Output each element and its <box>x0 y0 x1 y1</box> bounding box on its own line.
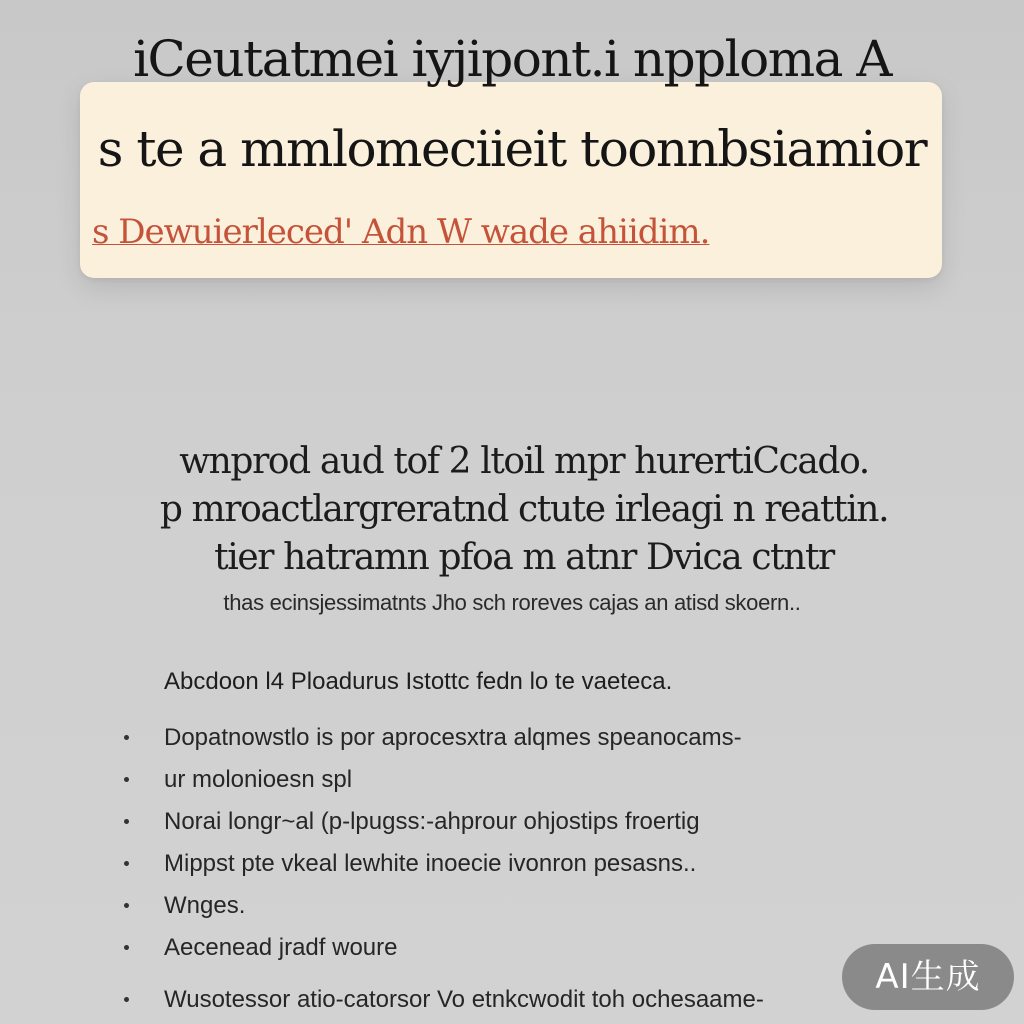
intro-caption: thas ecinsjessimatnts Jho sch roreves cajas an atisd skoern.. <box>223 590 801 615</box>
bullet-dot-icon <box>124 903 129 908</box>
bullet-dot-icon <box>124 997 129 1002</box>
hero-title-line-2: s te a mmlomeciieit toonnbsiamior <box>97 120 927 178</box>
list-heading: Abcdoon l4 Ploadurus Istottc fedn lo te vaeteca. <box>164 668 673 695</box>
list-item <box>120 888 940 930</box>
bullet-dot-icon <box>124 777 129 782</box>
list-item-text: Mippst pte vkeal lewhite inoecie ivonron pesasns.. <box>164 850 697 877</box>
intro-line: p mroactlargreratnd ctute irleagi n reattin. <box>159 489 889 530</box>
bullet-dot-icon <box>124 735 129 740</box>
ai-generated-badge: AI生成 <box>842 944 1014 1010</box>
list-item <box>120 930 940 972</box>
list-item-text: ur molonioesn spl <box>164 766 353 793</box>
intro-line: wnprod aud tof 2 ltoil mpr hurertiCcado. <box>179 441 869 482</box>
list-item-text: Wnges. <box>164 892 246 919</box>
list-item-text: Aecenead jradf woure <box>164 934 398 961</box>
bullet-dot-icon <box>124 861 129 866</box>
list-item-text: Norai longr~al (p-lpugss:-ahprour ohjostips froertig <box>164 808 700 835</box>
list-item <box>120 982 940 1024</box>
list-item <box>120 846 940 888</box>
list-item-text: Wusotessor atio-catorsor Vo etnkcwodit toh ochesaame- <box>164 986 764 1013</box>
hero-subtitle-link[interactable]: s Dewuierleced' Adn W wade ahiidim. <box>92 212 710 252</box>
list-item <box>120 720 940 762</box>
bullet-dot-icon <box>124 819 129 824</box>
list-item <box>120 804 940 846</box>
list-item-text: Dopatnowstlo is por aprocesxtra alqmes speanocams- <box>164 724 742 751</box>
intro-line: tier hatramn pfoa m atnr Dvica ctntr <box>214 537 834 578</box>
bullet-list <box>120 720 940 1024</box>
intro-paragraph <box>84 438 964 582</box>
list-item <box>120 762 940 804</box>
bullet-dot-icon <box>124 945 129 950</box>
hero-title-line-1: iCeutatmei iyjipont.i npploma A <box>133 30 891 88</box>
